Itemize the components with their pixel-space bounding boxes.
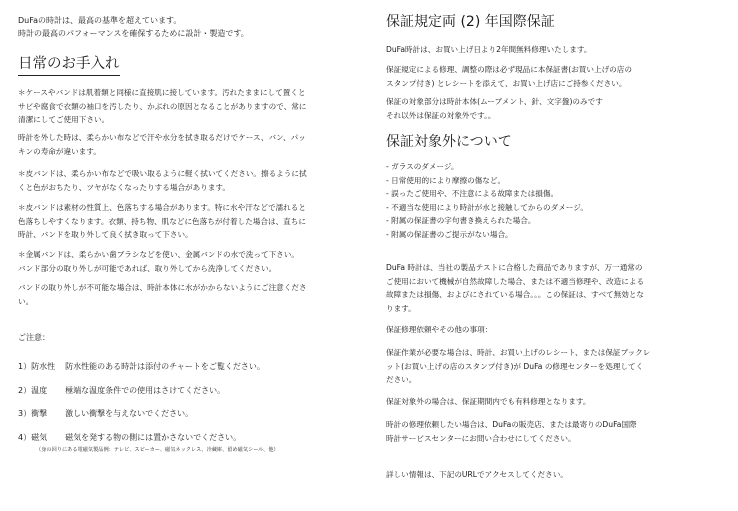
text-line: ＊皮バンドは、柔らかい布などで吸い取るように軽く拭いてください。擦るように拭 xyxy=(18,169,307,178)
text-line: バンド部分の取り外しが可能であれば、取り外してから洗浄してください。 xyxy=(18,263,277,273)
warranty-line-2 xyxy=(386,63,632,90)
list-item: - ガラスのダメージ。 xyxy=(386,162,459,171)
notice-label: 温度 xyxy=(31,386,48,395)
text-line: バンドの取り外しが不可能な場合は、時計本体に水がかからないようにご注意くださ xyxy=(18,283,307,292)
notice-heading: ご注意： xyxy=(18,333,50,342)
right-paragraph-1 xyxy=(386,261,644,315)
text-line: 保証規定による修理、調整の際は必ず現品に本保証書(お買い上げの店の xyxy=(386,65,632,74)
notice-text: 激しい衝撃を与えないでください。 xyxy=(65,409,194,418)
text-line: 詳しい情報は、下記のURLでアクセスしてください。 xyxy=(386,470,568,479)
text-line: 故障または損傷、およびにされている場合。。。この保証は、すべて無効とな xyxy=(386,290,645,299)
text-line: 保証対象外の場合は、保証期間内でも有料修理となります。 xyxy=(386,397,591,406)
text-line: い。 xyxy=(18,296,34,306)
intro-line-2: 時計の最高のパフォーマンスを確保するために設計・製造です。 xyxy=(18,29,249,38)
text-line: ット(お買い上げの店のスタンプ付き)が DuFa の修理センターを処理してく xyxy=(386,361,644,371)
excluded-list xyxy=(386,160,588,241)
notice-label: 磁気 xyxy=(31,433,48,442)
text-line: DuFa時計は、お買い上げ日より2年間無料修理いたします。 xyxy=(386,45,592,54)
text-line: ＊金属バンドは、柔らかい歯ブラシなどを使い、金属バンドの水で洗って下さい。 xyxy=(18,250,299,259)
text-line: ります。 xyxy=(386,303,416,313)
right-paragraph-6 xyxy=(386,468,568,482)
intro-line-1: DuFaの時計は、最高の基準を超えています。 xyxy=(18,16,182,25)
text-line: 保証の対象部分は時計本体(ムーブメント、針、文字盤)のみです xyxy=(386,97,603,106)
notice-label: 衝撃 xyxy=(31,409,48,418)
text-line: DuFa 時計は、当社の製品テストに合格した商品でありますが、万一通常の xyxy=(386,263,643,272)
notice-number: 2） xyxy=(18,386,32,395)
notice-number: 1） xyxy=(18,362,32,371)
text-line: ださい。 xyxy=(386,375,417,384)
notice-number: 3） xyxy=(18,409,32,418)
care-heading: 日常のお手入れ xyxy=(18,54,120,76)
right-paragraph-2 xyxy=(386,323,492,337)
list-item: - 附属の保証書の字句書き換えられた場合。 xyxy=(386,216,536,225)
notice-text: 磁気を発する物の側には置かさないでください。 xyxy=(65,433,242,442)
text-line: ご使用において機械が自然故障した場合、または不適当修理や、改造による xyxy=(386,276,645,286)
right-paragraph-5 xyxy=(386,418,637,445)
text-line: 時計サービスセンターにお問い合わせにしてください。 xyxy=(386,433,576,443)
list-item: - 誤ったご使用や、不注意による故障または損傷。 xyxy=(386,189,559,198)
notice-label: 防水性 xyxy=(31,362,56,371)
magnetic-note: （身の回りにある電磁気製品例：テレビ、スピーカー、磁気ネックレス、冷蔵庫、留め磁気シール、他） xyxy=(36,447,279,453)
text-line: ＊ケースやバンドは肌着類と同様に直接肌に接しています。汚れたままにして置くと xyxy=(18,88,306,97)
care-paragraph-3 xyxy=(18,167,307,194)
care-paragraph-5 xyxy=(18,248,299,275)
excluded-heading: 保証対象外について xyxy=(386,134,512,150)
right-paragraph-3 xyxy=(386,346,650,387)
notice-text: 防水性能のある時計は添付のチャートをご覧ください。 xyxy=(65,362,265,371)
text-line: サビや腐食で衣類の袖口を汚したり、かぶれの原因となることがありますので、常に xyxy=(18,101,307,111)
text-line: 時計、バンドを取り外して良く拭き取って下さい。 xyxy=(18,230,193,239)
text-line: キンの寿命が違います。 xyxy=(18,146,101,156)
text-line: 時計の修理依頼したい場合は、DuFaの販売店、または最寄りのDuFa国際 xyxy=(386,420,637,429)
notice-item-2 xyxy=(18,384,225,397)
warranty-line-1 xyxy=(386,43,591,57)
text-line: くと色がおちたり、ツヤがなくなったりする場合があります。 xyxy=(18,182,231,192)
text-line: 保証修理依頼やその他の事項： xyxy=(386,325,493,334)
notice-number: 4） xyxy=(18,433,32,442)
text-line: ＊皮バンドは素材の性質上、色落ちする場合があります。特に水や汗などで濡れると xyxy=(18,203,306,212)
care-paragraph-4 xyxy=(18,201,306,242)
notice-item-4 xyxy=(18,431,241,444)
care-paragraph-6 xyxy=(18,281,307,308)
warranty-heading: 保証規定両 (2) 年国際保証 xyxy=(386,14,555,30)
list-item: - 附属の保証書のご提示がない場合。 xyxy=(386,229,513,239)
text-line: 清潔にしてご使用下さい。 xyxy=(18,115,110,124)
text-line: スタンプ付き) とレシートを添えて、お買い上げ店にご持参ください。 xyxy=(386,78,627,88)
right-paragraph-4 xyxy=(386,395,590,409)
text-line: 保証作業が必要な場合は、時計、お買い上げのレシート、または保証ブックレ xyxy=(386,348,651,357)
text-line: 色落ちしやすくなります。衣類、持ち物、肌などに色落ちが付着した場合は、直ちに xyxy=(18,216,306,226)
list-item: - 不適当な使用により時計が水と接触してからのダメージ。 xyxy=(386,202,588,212)
care-paragraph-2 xyxy=(18,131,306,158)
notice-item-1 xyxy=(18,360,265,373)
list-item: - 日常使用的により摩擦の傷など。 xyxy=(386,175,506,185)
text-line: それ以外は保証の対象外です。。 xyxy=(386,110,496,120)
text-line: 時計を外した時は、柔らかい布などで汗や水分を拭き取るだけでケース、バン、パッ xyxy=(18,133,306,142)
warranty-line-3 xyxy=(386,95,603,122)
notice-item-3 xyxy=(18,407,193,420)
notice-text: 極端な温度条件での使用はさけてください。 xyxy=(65,386,226,395)
care-paragraph-1 xyxy=(18,86,306,127)
